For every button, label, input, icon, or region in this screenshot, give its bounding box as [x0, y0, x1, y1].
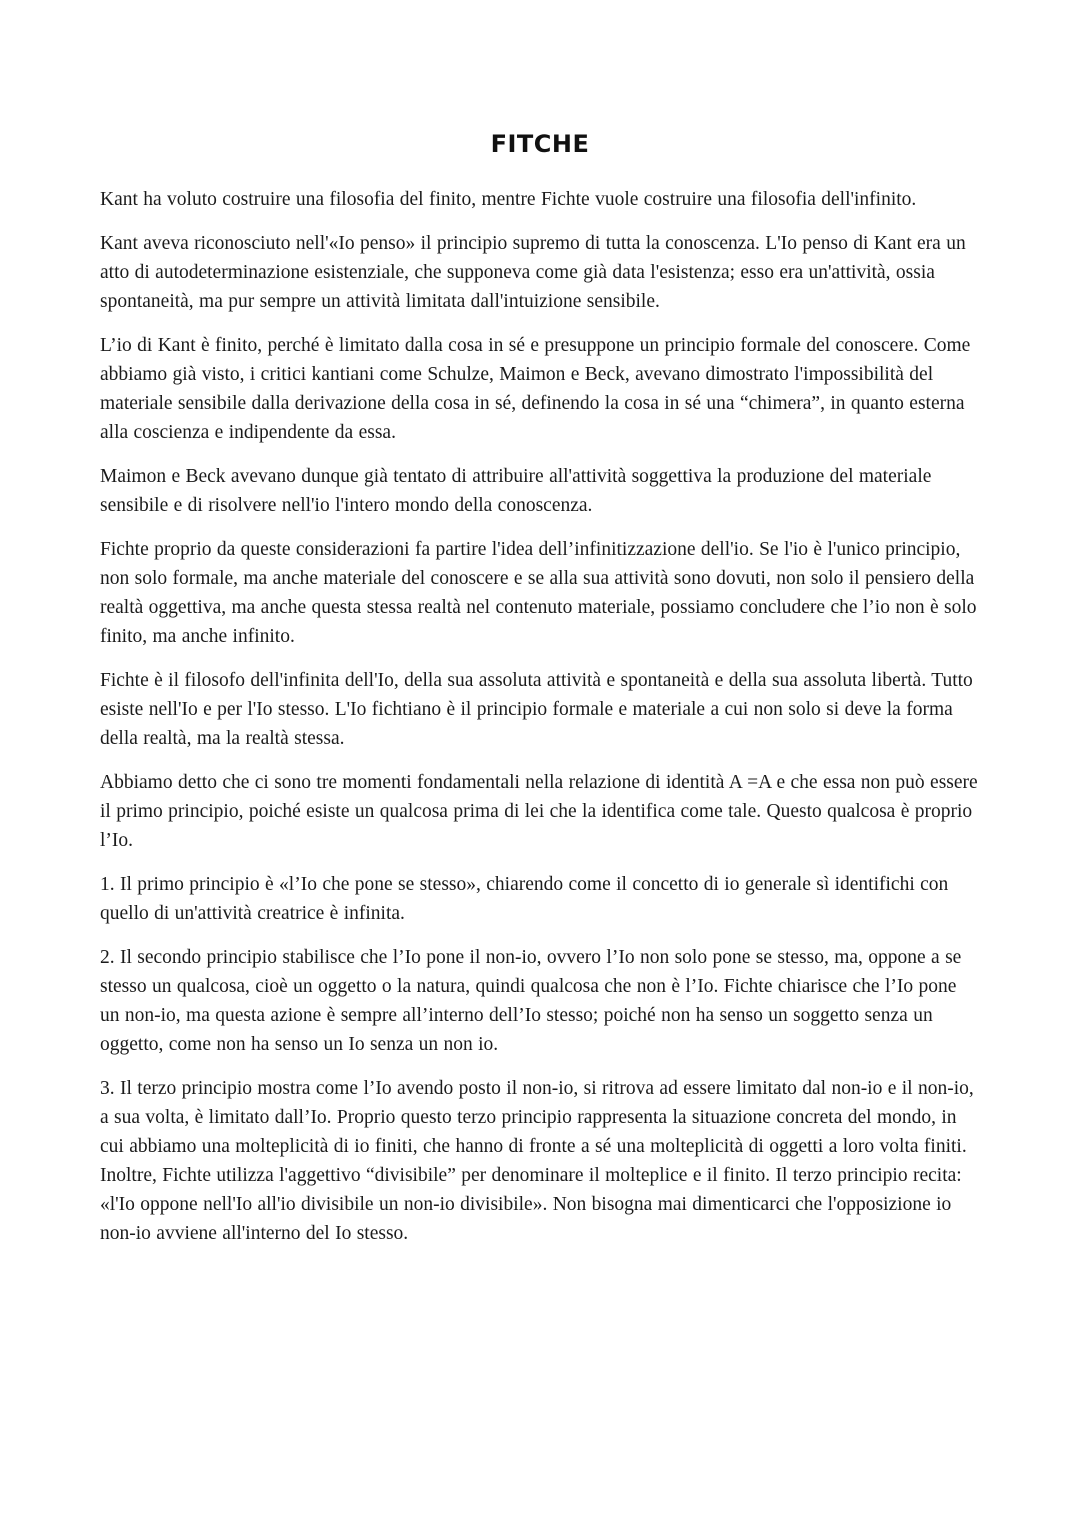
page-title: FITCHE [490, 130, 590, 158]
paragraph: Kant aveva riconosciuto nell'«Io penso» il principio supremo di tutta la conoscenza. L'Io penso di Kant era un atto di autodeterminazione esistenziale, che supponeva come già data l'esistenza; esso era un'attività, ossia spontaneità, ma pur sempre un attività limitata dall'intuizione sensibile. [100, 233, 966, 312]
paragraph: L’io di Kant è finito, perché è limitato dalla cosa in sé e presuppone un principio formale del conoscere. Come abbiamo già visto, i critici kantiani come Schulze, Maimon e Beck, avevano dimostrato l'impossibilità del materiale sensibile dalla derivazione della cosa in sé, definendo la cosa in sé una “chimera”, in quanto esterna alla coscienza e indipendente da essa. [100, 335, 971, 443]
paragraph: Maimon e Beck avevano dunque già tentato di attribuire all'attività soggettiva la produzione del materiale sensibile e di risolvere nell'io l'intero mondo della conoscenza. [100, 466, 932, 516]
paragraph: Abbiamo detto che ci sono tre momenti fondamentali nella relazione di identità A =A e che essa non può essere il primo principio, poiché esiste un qualcosa prima di lei che la identifica come tale. Questo qualcosa è proprio l’Io. [100, 772, 978, 851]
paragraph: Kant ha voluto costruire una filosofia del finito, mentre Fichte vuole costruire una filosofia dell'infinito. [100, 189, 917, 210]
paragraph: 2. Il secondo principio stabilisce che l’Io pone il non-io, ovvero l’Io non solo pone se stesso, ma, oppone a se stesso un qualcosa, cioè un oggetto o la natura, quindi qualcosa che non è l’Io. Fichte chiarisce che l’Io pone un non-io, ma questa azione è sempre all’interno dell’Io stesso; poiché non ha senso un soggetto senza un oggetto, come non ha senso un Io senza un non io. [100, 947, 962, 1055]
paragraph: Fichte proprio da queste considerazioni fa partire l'idea dell’infinitizzazione dell'io. Se l'io è l'unico principio, non solo formale, ma anche materiale del conoscere e se alla sua attività sono dovuti, non solo il pensiero della realtà oggettiva, ma anche questa stessa realtà nel contenuto materiale, possiamo concludere che l’io non è solo finito, ma anche infinito. [100, 539, 977, 647]
paragraph: 3. Il terzo principio mostra come l’Io avendo posto il non-io, si ritrova ad essere limitato dal non-io e il non-io, a sua volta, è limitato dall’Io. Proprio questo terzo principio rappresenta la situazione concreta del mondo, in cui abbiamo una molteplicità di io finiti, che hanno di fronte a sé una molteplicità di oggetti a loro volta finiti. Inoltre, Fichte utilizza l'aggettivo “divisibile” per denominare il molteplice e il finito. Il terzo principio recita: «l'Io oppone nell'Io all'io divisibile un non-io divisibile». Non bisogna mai dimenticarci che l'opposizione io non-io avviene all'interno del Io stesso. [100, 1078, 974, 1244]
paragraph: 1. Il primo principio è «l’Io che pone se stesso», chiarendo come il concetto di io generale sì identifichi con quello di un'attività creatrice è infinita. [100, 874, 949, 924]
paragraph: Fichte è il filosofo dell'infinita dell'Io, della sua assoluta attività e spontaneità e della sua assoluta libertà. Tutto esiste nell'Io e per l'Io stesso. L'Io fichtiano è il principio formale e materiale a cui non solo si deve la forma della realtà, ma la realtà stessa. [100, 670, 973, 749]
